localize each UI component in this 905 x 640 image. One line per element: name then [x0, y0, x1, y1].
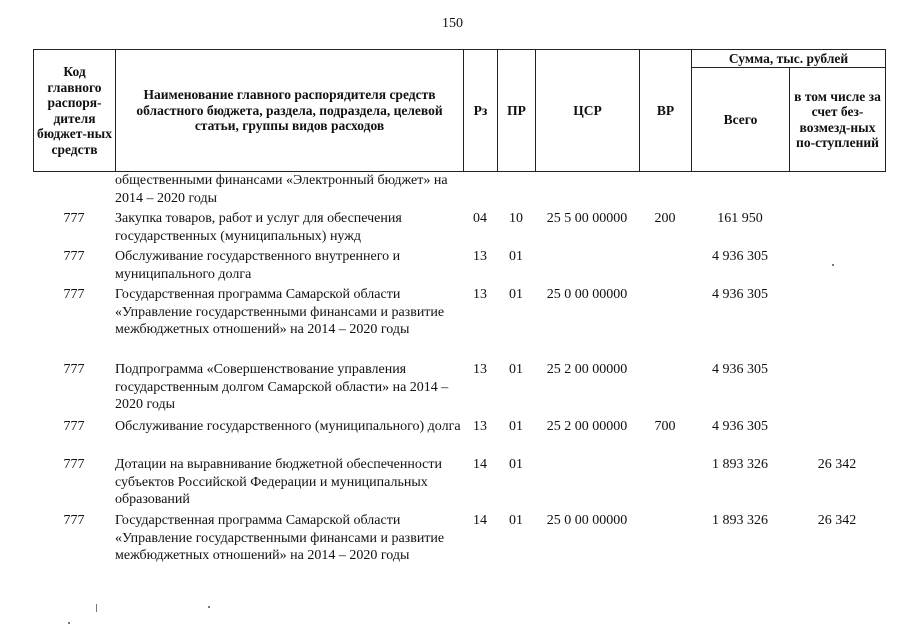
- cell-vr: 700: [654, 419, 676, 434]
- header-vr: ВР: [640, 50, 692, 172]
- cell-total: 4 936 305: [712, 249, 768, 264]
- cell-code: 777: [63, 419, 85, 434]
- budget-table: [33, 172, 885, 582]
- table-row: [33, 248, 885, 286]
- table-row: [33, 210, 885, 248]
- cell-rz: 13: [473, 419, 487, 434]
- cell-rz: 14: [473, 513, 487, 528]
- cell-pr: 01: [509, 249, 523, 264]
- cell-code: [33, 172, 115, 210]
- table-row: [33, 286, 885, 361]
- cell-rz: 13: [473, 362, 487, 377]
- cell-rz: 13: [473, 249, 487, 264]
- cell-total: 4 936 305: [712, 362, 768, 377]
- cell-csr: 25 2 00 00000: [546, 362, 628, 377]
- cell-name: Дотации на выравнивание бюджетной обеспеченности субъектов Российской Федерации и муниципальных образований: [115, 457, 442, 507]
- header-name: Наименование главного распорядителя средств областного бюджета, раздела, подраздела, целевой статьи, группы видов расходов: [116, 50, 464, 172]
- cell-rz: 04: [473, 211, 487, 226]
- table-row: [33, 418, 885, 456]
- cell-total: 4 936 305: [712, 287, 768, 302]
- cell-total: 161 950: [717, 211, 763, 226]
- cell-pr: 10: [509, 211, 523, 226]
- cell-vr: [639, 512, 691, 582]
- scan-mark: [68, 622, 70, 624]
- cell-free: [789, 286, 885, 361]
- cell-free: [789, 172, 885, 210]
- cell-csr: [535, 172, 639, 210]
- table-row: [33, 512, 885, 582]
- header-total: Всего: [692, 68, 790, 172]
- cell-pr: 01: [509, 287, 523, 302]
- cell-csr: 25 0 00 00000: [546, 513, 628, 528]
- cell-name: Государственная программа Самарской области «Управление государственными финансами и развитие межбюджетных отношений» на 2014 – 2020 годы: [115, 513, 445, 563]
- cell-code: 777: [63, 513, 85, 528]
- cell-name: Обслуживание государственного (муниципального) долга: [115, 419, 461, 434]
- header-free: в том числе за счет без-возмезд-ных по-ступлений: [790, 68, 886, 172]
- cell-csr: 25 5 00 00000: [546, 211, 628, 226]
- cell-name: Закупка товаров, работ и услуг для обеспечения государственных (муниципальных) нужд: [115, 211, 402, 244]
- table-row: [33, 172, 885, 210]
- header-sum-group: Сумма, тыс. рублей: [692, 50, 886, 68]
- cell-vr: 200: [654, 211, 676, 226]
- cell-pr: 01: [509, 457, 523, 472]
- cell-free: 26 342: [817, 513, 857, 528]
- cell-pr: 01: [509, 513, 523, 528]
- cell-total: 4 936 305: [712, 419, 768, 434]
- cell-free: [789, 248, 885, 286]
- scan-mark: [96, 604, 97, 612]
- cell-rz: [463, 172, 497, 210]
- cell-pr: [497, 172, 535, 210]
- cell-csr: 25 0 00 00000: [546, 287, 628, 302]
- cell-name: Обслуживание государственного внутреннего и муниципального долга: [115, 249, 401, 282]
- cell-code: 777: [63, 457, 85, 472]
- header-rz: Рз: [464, 50, 498, 172]
- cell-free: 26 342: [817, 457, 857, 472]
- header-csr: ЦСР: [536, 50, 640, 172]
- scan-mark: [208, 606, 210, 608]
- cell-name: общественными финансами «Электронный бюджет» на 2014 – 2020 годы: [115, 173, 448, 206]
- cell-csr: [535, 248, 639, 286]
- cell-total: 1 893 326: [712, 513, 768, 528]
- cell-code: 777: [63, 287, 85, 302]
- cell-name: Подпрограмма «Совершенствование управления государственным долгом Самарской области» на 2014 – 2020 годы: [115, 362, 449, 412]
- cell-code: 777: [63, 249, 85, 264]
- page-number: 150: [442, 16, 463, 31]
- cell-csr: [535, 456, 639, 512]
- cell-pr: 01: [509, 419, 523, 434]
- cell-free: [789, 210, 885, 248]
- cell-total: 1 893 326: [712, 457, 768, 472]
- cell-vr: [639, 361, 691, 418]
- cell-vr: [639, 456, 691, 512]
- cell-total: [691, 172, 789, 210]
- cell-name: Государственная программа Самарской области «Управление государственными финансами и развитие межбюджетных отношений» на 2014 – 2020 годы: [115, 287, 445, 337]
- cell-vr: [639, 172, 691, 210]
- table-header: [33, 49, 886, 172]
- cell-free: [789, 418, 885, 456]
- cell-pr: 01: [509, 362, 523, 377]
- header-code: Код главного распоря-дителя бюджет-ных средств: [34, 50, 116, 172]
- scan-mark: [832, 264, 834, 266]
- table-row: [33, 456, 885, 512]
- cell-csr: 25 2 00 00000: [546, 419, 628, 434]
- cell-vr: [639, 286, 691, 361]
- cell-rz: 13: [473, 287, 487, 302]
- table-row: [33, 361, 885, 418]
- cell-vr: [639, 248, 691, 286]
- cell-rz: 14: [473, 457, 487, 472]
- cell-free: [789, 361, 885, 418]
- header-pr: ПР: [498, 50, 536, 172]
- cell-code: 777: [63, 362, 85, 377]
- cell-code: 777: [63, 211, 85, 226]
